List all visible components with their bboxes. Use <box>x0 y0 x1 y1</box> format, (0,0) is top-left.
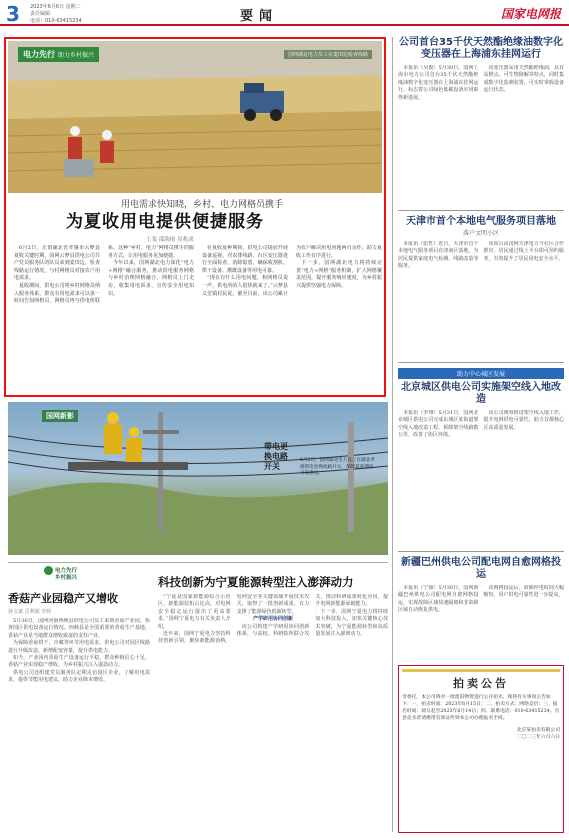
bottom-mid-story <box>158 574 388 834</box>
paper-logo: 国家电网报 <box>500 7 561 21</box>
masthead <box>0 0 569 26</box>
story-headline[interactable]: 北京城区供电公司实施架空线入地改造 <box>401 382 561 405</box>
story-subtitle: 落户文明小区 <box>462 230 499 237</box>
section-rule <box>8 562 388 563</box>
linework-illustration <box>8 402 388 555</box>
story-headline[interactable]: 公司首台35千伏天然酯绝缘油数字化变压器在上海浦东挂网运行 <box>399 37 563 60</box>
feature-subtitle: 用电需求快知晓，乡村、电力网格员携手 <box>121 200 284 210</box>
divider <box>398 210 564 211</box>
notice-strip <box>402 669 560 672</box>
auction-notice <box>398 665 564 833</box>
story-headline[interactable]: 新疆巴州供电公司配电网自愈网格投运 <box>401 557 561 580</box>
story-kicker: 助力中心城区发展 <box>398 368 564 379</box>
story-headline[interactable]: 香菇产业园稳产又增收 <box>8 592 118 605</box>
page-number: 3 <box>6 2 20 26</box>
notice-body: 受委托，本公司将对一批废旧物资进行公开拍卖，现将有关事项公告如下：一、拍卖时间：2023年6月15日；二、拍卖方式：网络竞价；三、报名时间：即日起至2023年6月14日；四、联系电话：010-63415234。有意竞买者请携带有效证件到本公司办理报名手续。 <box>402 695 560 721</box>
story-headline[interactable]: 科技创新为宁夏能源转型注入澎湃动力 <box>158 575 354 589</box>
linework-photo <box>8 402 388 555</box>
notice-title: 拍卖公告 <box>453 677 509 690</box>
masthead-info: 2023年6月6日 星期二 责任编辑 电话：010-63415234 <box>30 4 82 24</box>
photo-caption: 6月2日，国网湖北电力员工在湖北孝感带电更换线路开关，保障夏收期间可靠供电。 <box>300 458 375 477</box>
feature-headline[interactable]: 为夏收用电提供便捷服务 <box>66 212 264 232</box>
story-body: 本报讯（吴俊）5月30日，国网上海市电力公司首台35千伏天然酯绝缘油数字化变压器在上海浦东挂网运行，标志着公司绿色低碳设备应用取得新进展。 该变压器采用天然酯绝缘油，具有高燃点、可生物降解等特点，同时集成数字化监测装置，可实时掌握设备运行状态。 <box>398 65 564 101</box>
column-rule <box>392 37 393 832</box>
photo-title: 带电更换电路开关 <box>264 442 288 471</box>
column-badge: 电力先行 助力乡村振兴 <box>18 47 99 62</box>
story-body: 本报讯（宁丽）5月30日，国网新疆巴州供电公司配电网自愈网格投运，实现故障区域快速隔离和非故障区域自动恢复供电。 该网格投运后，故障停电时间大幅缩短，用户供电可靠性进一步提高。 <box>398 585 564 614</box>
feature-byline: 王斐 邵韵雨 吴兆成 <box>146 237 194 243</box>
divider <box>398 551 564 552</box>
story-body: 本报讯（李翔）5月31日，国网北京城区供电公司完成东城区某街道架空线入地改造工程，拆除架空线路数公里，改善了街区环境。 该公司统筹推进架空线入地工作，提升电网供电可靠性，助力首都核心区高质量发展。 <box>398 410 564 439</box>
story-body: “宁夏是国家新能源综合示范区，新能源装机占比高，对电网安全稳定运行提出了更高要求。”国网宁夏电力有关负责人介绍。 近年来，国网宁夏电力坚持科技创新引领，聚焦新能源消纳、电网安全等关键领域开展技术攻关，取得了一批创新成果，有力支撑了能源绿色低碳转型。 产学研用协同创新 该公司构建产学研用协同创新体系，与高校、科研院所联合攻关，推动科研成果转化应用，提升电网新能源承载能力。 下一步，国网宁夏电力将持续加大科技投入，加快关键核心技术突破，为宁夏能源转型和高质量发展注入澎湃动力。 <box>158 594 388 645</box>
story-body: 本报讯（张哲）近日，天津市首个本地电气服务项目在津南区落地，为居民提供家庭电气检测、线路改造等服务。 该项目由国网天津电力与社区合作推出，居民通过线上平台即可预约服务，有效提升了居民用电安全水平。 <box>398 241 564 270</box>
field-illustration <box>8 41 382 193</box>
feature-article[interactable] <box>4 37 386 397</box>
right-column <box>398 37 564 663</box>
leaf-icon <box>44 566 53 575</box>
story-author: 孙文斌 岳利娟 李婷 <box>8 609 52 615</box>
notice-signature: 北京某拍卖有限公司 二〇二三年六月六日 <box>516 728 560 740</box>
column-logo: 电力先行 乡村振兴 <box>44 566 92 580</box>
section-title: 要闻 <box>240 9 279 24</box>
story-body: 5月30日，国网河南西峡县供电公司员工来到香菇产业园，检查园区供电设备运行情况。西峡县是全国重要的香菇生产基地，香菇产业是当地群众增收致富的支柱产业。 为保障香菇烘干、冷藏等环节用电需求，供电公司对园区线路进行升级改造，新增配变容量，提升供电能力。 如今，产业园内香菇生产设备运行平稳，群众种植信心十足，香菇产业实现稳产增收，为乡村振兴注入强劲动力。 供电公司还组建党员服务队定期走访园区企业，了解用电需求，提供节能用电建议，助力企业降本增效。 <box>8 618 150 684</box>
feature-body: 6月2日，正值湖北省孝感市云梦县夏收关键时期，国网云梦县供电公司共产党员服务队的队员来到麦田边，检查线路运行情况，与村网格员对接农户用电需求。 夏收期间，供电公司将乡村网格员纳入服务体系，群众有用电需求可以第一时间告知网格员，网格员再与供电所联系。这种“乡村、电力”网格员携手的服务方式，让用电服务更加便捷。 今年以来，国网湖北电力深化“电力+网格”融合服务，推动供电服务网格与乡村治理网格融合，网格员上门走访，收集用电诉求，宣传安全用电知识。 在夏收夏种期间，供电公司提前开展设备巡视，对农排线路、台区变压器进行全面检查，消除隐患，确保收割机、烘干设备、灌溉设备等用电可靠。 “现在有什么用电问题，和网格员说一声，供电所的人很快就来了。”云梦县义堂镇村民说。截至目前，该公司累计为农户解决用电问题两百余件，助力夏收工作有序进行。 下一步，国网湖北电力将持续完善“电力+网格”服务机制，扩大网格覆盖范围，提升服务响应速度，为乡村振兴提供坚强电力保障。 <box>14 245 382 305</box>
harvest-photo <box>8 41 382 193</box>
photo-column-tag: 国网新影 <box>42 410 78 422</box>
story-subheading: 产学研用协同创新 <box>252 616 293 623</box>
photo-caption: 国网湖北电力员工在麦田边检查线路 <box>284 50 372 59</box>
divider <box>398 362 564 363</box>
story-headline[interactable]: 天津市首个本地电气服务项目落地 <box>406 216 556 227</box>
bottom-left-story <box>8 590 150 840</box>
